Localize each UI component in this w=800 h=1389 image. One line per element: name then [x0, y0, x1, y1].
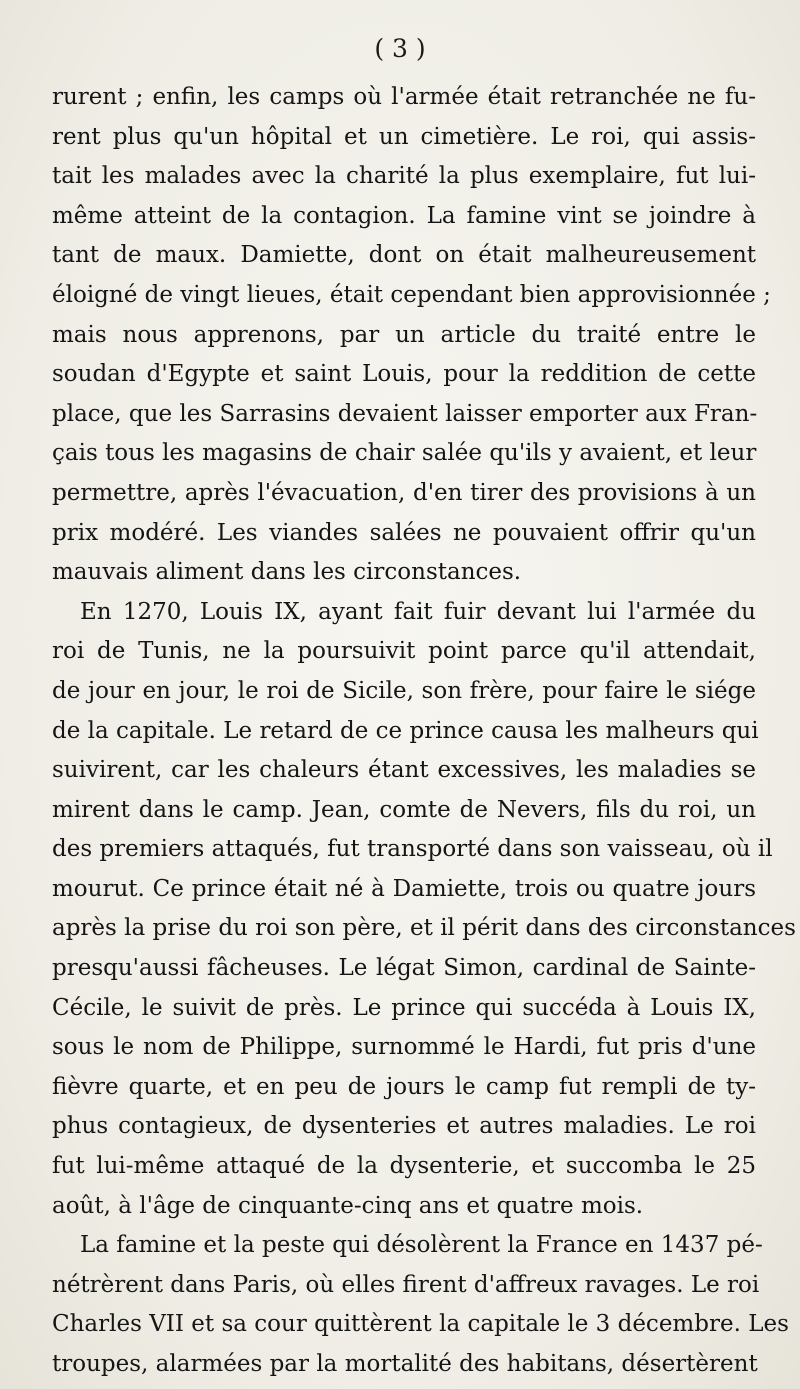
text-line: même atteint de la contagion. La famine vint se joindre à [52, 202, 756, 229]
text-line: sous le nom de Philippe, surnommé le Hardi, fut pris d'une [52, 1034, 756, 1061]
text-line: mais nous apprenons, par un article du traité entre le [52, 321, 756, 348]
text-line: troupes, alarmées par la mortalité des habitans, désertèrent [52, 1351, 758, 1377]
text-line: éloigné de vingt lieues, était cependant bien approvisionnée ; [52, 281, 771, 308]
paragraph-start-line: En 1270, Louis IX, ayant fait fuir devant lui l'armée du [80, 598, 756, 625]
text-line: de jour en jour, le roi de Sicile, son frère, pour faire le siége [52, 677, 756, 704]
text-line: tait les malades avec la charité la plus exemplaire, fut lui- [52, 163, 756, 190]
text-line: de la capitale. Le retard de ce prince causa les malheurs qui [52, 717, 759, 744]
text-line: tant de maux. Damiette, dont on était malheureusement [52, 242, 756, 269]
text-line: çais tous les magasins de chair salée qu'ils y avaient, et leur [52, 440, 757, 467]
paragraph-end-line: août, à l'âge de cinquante-cinq ans et quatre mois. [52, 1192, 644, 1219]
text-line: fièvre quarte, et en peu de jours le camp fut rempli de ty- [52, 1073, 756, 1100]
paragraph-start-line: La famine et la peste qui désolèrent la France en 1437 pé- [80, 1232, 763, 1259]
text-line: des premiers attaqués, fut transporté dans son vaisseau, où il [52, 836, 773, 863]
body-text [52, 78, 796, 1385]
text-line: fut lui-même attaqué de la dysenterie, et succomba le 25 [52, 1153, 756, 1180]
text-line: rurent ; enfin, les camps où l'armée était retranchée ne fu- [52, 84, 756, 110]
text-line: suivirent, car les chaleurs étant excessives, les maladies se [52, 757, 756, 784]
paragraph-end-line: mauvais aliment dans les circonstances. [52, 559, 522, 586]
page-number: ( 3 ) [374, 34, 426, 63]
text-line: après la prise du roi son père, et il périt dans des circonstances [52, 915, 796, 942]
text-line: prix modéré. Les viandes salées ne pouvaient offrir qu'un [52, 519, 756, 546]
text-line: Cécile, le suivit de près. Le prince qui succéda à Louis IX, [52, 994, 756, 1021]
text-line: soudan d'Egypte et saint Louis, pour la reddition de cette [52, 361, 756, 388]
text-line: rent plus qu'un hôpital et un cimetière. Le roi, qui assis- [52, 123, 756, 150]
text-line: Charles VII et sa cour quittèrent la capitale le 3 décembre. Les [52, 1311, 789, 1338]
text-line: permettre, après l'évacuation, d'en tirer des provisions à un [52, 479, 756, 506]
text-line: presqu'aussi fâcheuses. Le légat Simon, cardinal de Sainte- [52, 955, 756, 982]
text-line: mourut. Ce prince était né à Damiette, trois ou quatre jours [52, 875, 756, 902]
text-line: roi de Tunis, ne la poursuivit point parce qu'il attendait, [52, 638, 756, 665]
text-line: mirent dans le camp. Jean, comte de Nevers, fils du roi, un [52, 796, 756, 823]
text-line: nétrèrent dans Paris, où elles firent d'affreux ravages. Le roi [52, 1271, 760, 1298]
text-line: phus contagieux, de dysenteries et autres maladies. Le roi [52, 1113, 756, 1140]
text-line: place, que les Sarrasins devaient laisser emporter aux Fran- [52, 400, 758, 427]
